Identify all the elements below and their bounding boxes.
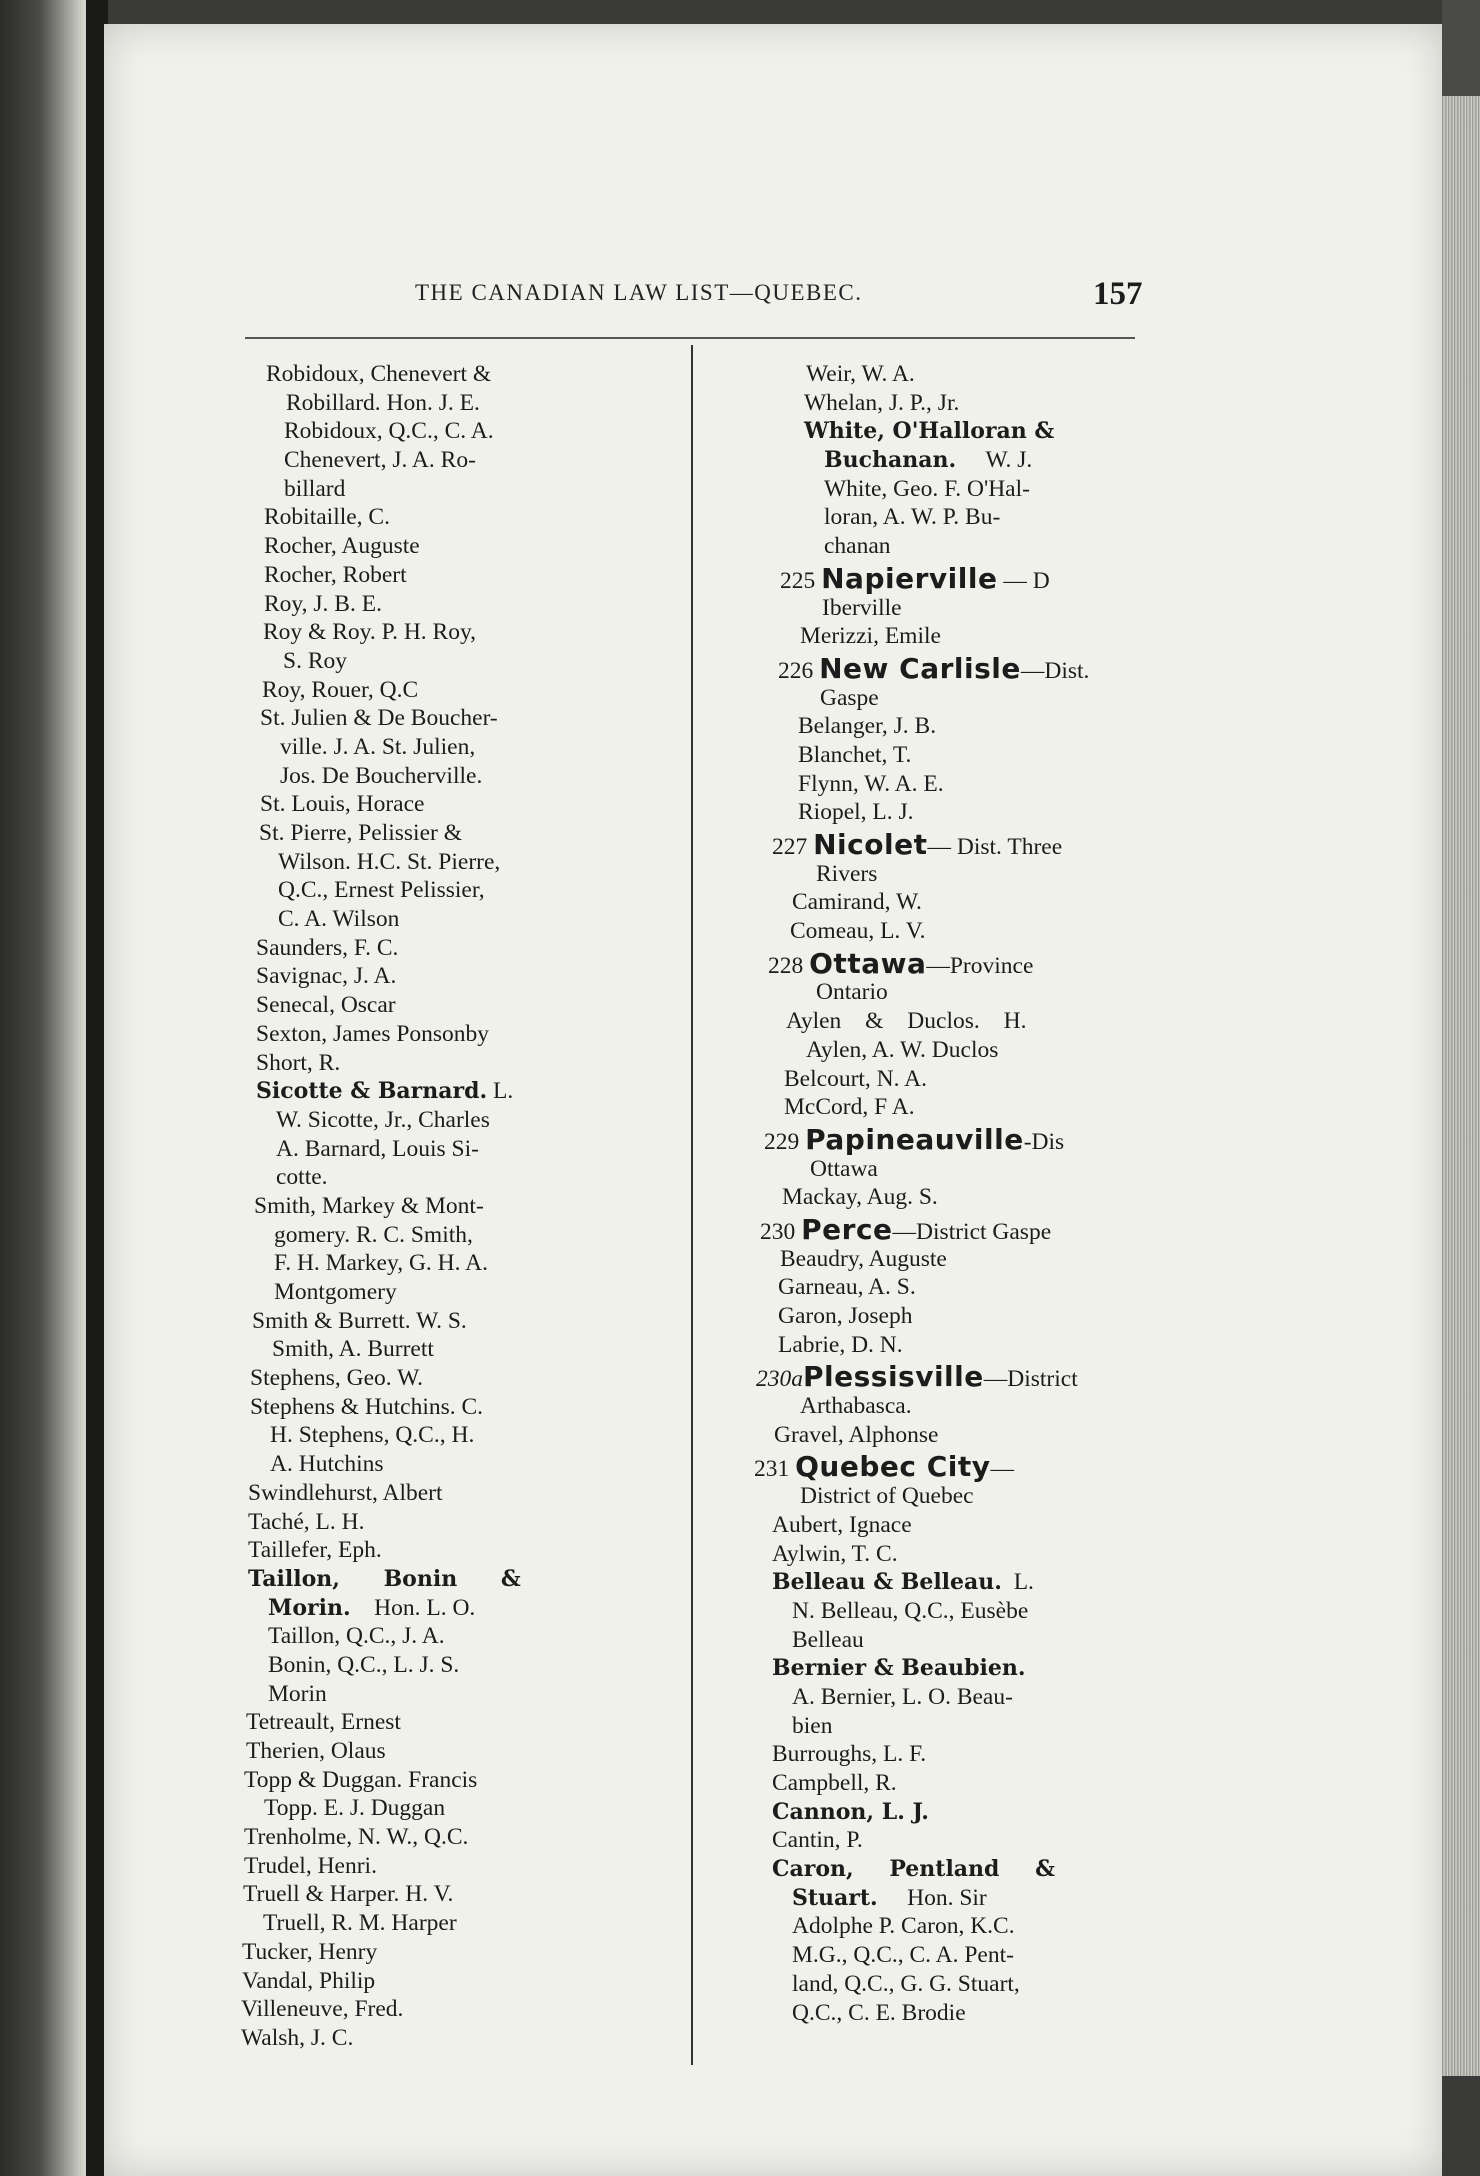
list-line: St. Pierre, Pelissier & (259, 820, 462, 846)
list-line: Mackay, Aug. S. (782, 1184, 938, 1211)
list-line: Blanchet, T. (798, 741, 912, 768)
list-line: Taillefer, Eph. (248, 1537, 382, 1564)
list-line: Robidoux, Chenevert & (266, 361, 492, 387)
entry-number: 225 (780, 567, 816, 594)
list-line: billard (284, 475, 346, 502)
list-line: Tetreault, Ernest (246, 1709, 401, 1736)
district-text: — (990, 1456, 1015, 1483)
list-line: Whelan, J. P., Jr. (804, 389, 960, 416)
list-line: Smith, A. Burrett (272, 1336, 434, 1363)
page-stack-edge (1442, 96, 1480, 2076)
district-text: — D (1003, 567, 1050, 594)
list-line: Vandal, Philip (242, 1967, 376, 1994)
list-line: Belanger, J. B. (798, 713, 937, 740)
firm-name: Belleau & Belleau. (772, 1569, 1002, 1596)
list-line: Chenevert, J. A. Ro- (284, 447, 476, 474)
list-line: Montgomery (274, 1279, 397, 1305)
list-line: Topp. E. J. Duggan (264, 1795, 446, 1822)
list-line: Roy, Rouer, Q.C (262, 676, 419, 703)
list-line: Burroughs, L. F. (772, 1741, 927, 1768)
firm-name: Morin. (268, 1594, 351, 1621)
page-edge-shadow (1442, 0, 1480, 96)
list-line: Aylen & Duclos. H. (786, 1008, 1027, 1035)
place-name: Nicolet (813, 828, 928, 861)
list-line: Ontario (816, 979, 888, 1006)
list-line: A. Bernier, L. O. Beau- (792, 1683, 1013, 1710)
list-line: Arthabasca. (800, 1393, 912, 1420)
list-line: Aubert, Ignace (772, 1511, 912, 1538)
place-name: Napierville (821, 561, 998, 595)
list-text: L. (493, 1078, 514, 1105)
district-text: —Province (926, 952, 1034, 979)
list-line: Smith & Burrett. W. S. (252, 1307, 467, 1334)
running-header (415, 276, 1143, 326)
list-line: Smith, Markey & Mont- (254, 1192, 484, 1219)
list-line: St. Louis, Horace (260, 791, 425, 818)
place-heading (756, 1360, 1140, 1394)
list-line: McCord, F A. (784, 1094, 915, 1121)
list-line: Ottawa (810, 1155, 878, 1182)
list-line: Camirand, W. (792, 889, 922, 916)
list-line: cotte. (276, 1164, 328, 1191)
list-line (760, 1568, 1140, 1597)
list-line: Short, R. (256, 1049, 341, 1076)
list-line: A. Hutchins (270, 1451, 384, 1478)
place-name: New Carlisle (819, 651, 1021, 685)
book-spine-shadow (0, 0, 100, 2176)
list-line: chanan (824, 533, 891, 560)
column-divider (691, 345, 693, 2065)
place-heading (760, 561, 1140, 595)
list-line: Topp & Duggan. Francis (244, 1766, 478, 1793)
list-line: Garon, Joseph (778, 1303, 913, 1329)
left-column (241, 360, 608, 2053)
place-name: Papineauville (805, 1122, 1024, 1156)
list-line: Robitaille, C. (264, 504, 390, 531)
list-line: Riopel, L. J. (798, 799, 914, 826)
firm-name: Cannon, L. J. (772, 1798, 929, 1825)
list-line: S. Roy (283, 647, 347, 674)
list-line: Campbell, R. (772, 1770, 897, 1796)
list-line: St. Julien & De Boucher- (260, 705, 498, 732)
list-line: Beaudry, Auguste (780, 1245, 947, 1272)
list-line (760, 446, 1140, 475)
list-line: Trenholme, N. W., Q.C. (244, 1824, 469, 1851)
list-line: H. Stephens, Q.C., H. (270, 1422, 475, 1449)
list-line: Jos. De Boucherville. (280, 762, 483, 789)
list-line: Taché, L. H. (248, 1508, 365, 1535)
list-line: Sexton, James Ponsonby (256, 1020, 490, 1047)
entry-number: 231 (754, 1456, 790, 1483)
place-heading (760, 946, 1140, 980)
district-text: —District Gaspe (892, 1218, 1052, 1245)
place-heading (754, 1450, 1140, 1484)
list-line: Belcourt, N. A. (784, 1065, 927, 1092)
list-line: Truell & Harper. H. V. (243, 1881, 454, 1908)
list-line: Roy & Roy. P. H. Roy, (263, 619, 477, 646)
entry-number: 226 (778, 657, 814, 684)
list-line: Rocher, Robert (264, 561, 407, 588)
list-line: gomery. R. C. Smith, (274, 1221, 473, 1248)
list-line: Truell, R. M. Harper (263, 1910, 457, 1937)
firm-name: Buchanan. (824, 447, 957, 474)
list-line (248, 1594, 608, 1623)
list-line: Garneau, A. S. (778, 1274, 916, 1301)
list-line: Q.C., C. E. Brodie (792, 1999, 966, 2026)
list-line: Aylwin, T. C. (772, 1540, 898, 1567)
list-line: Aylen, A. W. Duclos (806, 1036, 999, 1063)
district-text: — Dist. Three (927, 834, 1063, 860)
list-line: Adolphe P. Caron, K.C. (792, 1913, 1015, 1940)
list-line: F. H. Markey, G. H. A. (274, 1250, 488, 1277)
firm-name: Bernier & Beaubien. (772, 1655, 1026, 1682)
list-text: Hon. Sir (907, 1884, 987, 1911)
list-line: Gravel, Alphonse (774, 1421, 939, 1448)
list-line: Robidoux, Q.C., C. A. (284, 418, 494, 445)
entry-number: 229 (764, 1128, 800, 1155)
place-name: Quebec City (795, 1450, 991, 1484)
list-line: Robillard. Hon. J. E. (286, 389, 480, 416)
list-text: W. J. (985, 447, 1033, 474)
list-line: Merizzi, Emile (800, 623, 941, 650)
list-line: Rocher, Auguste (264, 533, 420, 560)
list-line: Labrie, D. N. (778, 1331, 903, 1358)
list-line: District of Quebec (800, 1483, 974, 1510)
running-title: THE CANADIAN LAW LIST—QUEBEC. (415, 280, 863, 305)
list-line (760, 1884, 1140, 1913)
list-line: Walsh, J. C. (241, 2024, 354, 2051)
list-line: Swindlehurst, Albert (248, 1479, 443, 1506)
list-text: Hon. L. O. (374, 1594, 476, 1621)
list-line: Bonin, Q.C., L. J. S. (268, 1651, 460, 1678)
place-heading (760, 828, 1140, 861)
list-line: Stephens, Geo. W. (250, 1365, 423, 1392)
list-line: ville. J. A. St. Julien, (280, 733, 476, 760)
list-line: Morin (268, 1680, 327, 1707)
list-line: White, Geo. F. O'Hal- (824, 475, 1030, 502)
list-line: Cantin, P. (772, 1827, 863, 1854)
place-name: Perce (801, 1212, 893, 1246)
place-name: Ottawa (809, 946, 927, 980)
list-line: loran, A. W. P. Bu- (824, 504, 1001, 531)
list-line: Comeau, L. V. (790, 918, 926, 945)
list-line: Trudel, Henri. (244, 1852, 377, 1879)
entry-number: 228 (768, 952, 804, 979)
place-heading (760, 1122, 1140, 1156)
list-line: Wilson. H.C. St. Pierre, (278, 848, 501, 875)
firm-name: Caron, Pentland & (772, 1856, 1055, 1883)
list-line: Roy, J. B. E. (264, 590, 382, 617)
list-line: Gaspe (820, 684, 879, 711)
list-line: Senecal, Oscar (256, 992, 396, 1019)
list-line (248, 1077, 608, 1106)
district-text: —Dist. (1020, 657, 1090, 684)
list-line: Villeneuve, Fred. (241, 1996, 404, 2023)
firm-name: Taillon, Bonin & (248, 1565, 521, 1592)
header-rule (245, 337, 1135, 339)
list-line: Q.C., Ernest Pelissier, (278, 877, 485, 904)
firm-name: Sicotte & Barnard. (256, 1078, 488, 1105)
list-text: L. (1013, 1569, 1034, 1596)
place-name: Plessisville (803, 1360, 984, 1394)
list-line: Tucker, Henry (242, 1938, 378, 1965)
list-line: M.G., Q.C., C. A. Pent- (792, 1942, 1014, 1969)
list-line: Belleau (792, 1626, 864, 1653)
list-line: Savignac, J. A. (256, 963, 397, 990)
list-line: Weir, W. A. (806, 361, 915, 387)
list-line: W. Sicotte, Jr., Charles (276, 1106, 490, 1133)
entry-number: 230 (760, 1218, 796, 1245)
list-line: A. Barnard, Louis Si- (276, 1135, 479, 1162)
right-column (754, 360, 1140, 2027)
list-line: Flynn, W. A. E. (798, 770, 944, 797)
place-heading (760, 1212, 1140, 1246)
district-text: —District (983, 1366, 1078, 1393)
place-heading (760, 651, 1140, 685)
list-line: bien (792, 1712, 833, 1739)
list-line: Saunders, F. C. (256, 934, 399, 961)
firm-name: Stuart. (792, 1884, 878, 1911)
list-line: Taillon, Q.C., J. A. (268, 1623, 445, 1650)
list-line: Iberville (822, 594, 902, 621)
list-line: Therien, Olaus (246, 1738, 386, 1764)
list-line: land, Q.C., G. G. Stuart, (792, 1970, 1020, 1997)
entry-number: 227 (772, 834, 808, 860)
district-text: -Dis (1023, 1128, 1065, 1155)
entry-number: 230a (756, 1366, 803, 1393)
list-line: Rivers (816, 860, 878, 887)
list-line: N. Belleau, Q.C., Eusèbe (792, 1597, 1029, 1624)
list-line: C. A. Wilson (278, 906, 400, 933)
firm-name: White, O'Halloran & (804, 418, 1055, 445)
list-line: Stephens & Hutchins. C. (250, 1393, 484, 1420)
page-number: 157 (1093, 276, 1143, 312)
